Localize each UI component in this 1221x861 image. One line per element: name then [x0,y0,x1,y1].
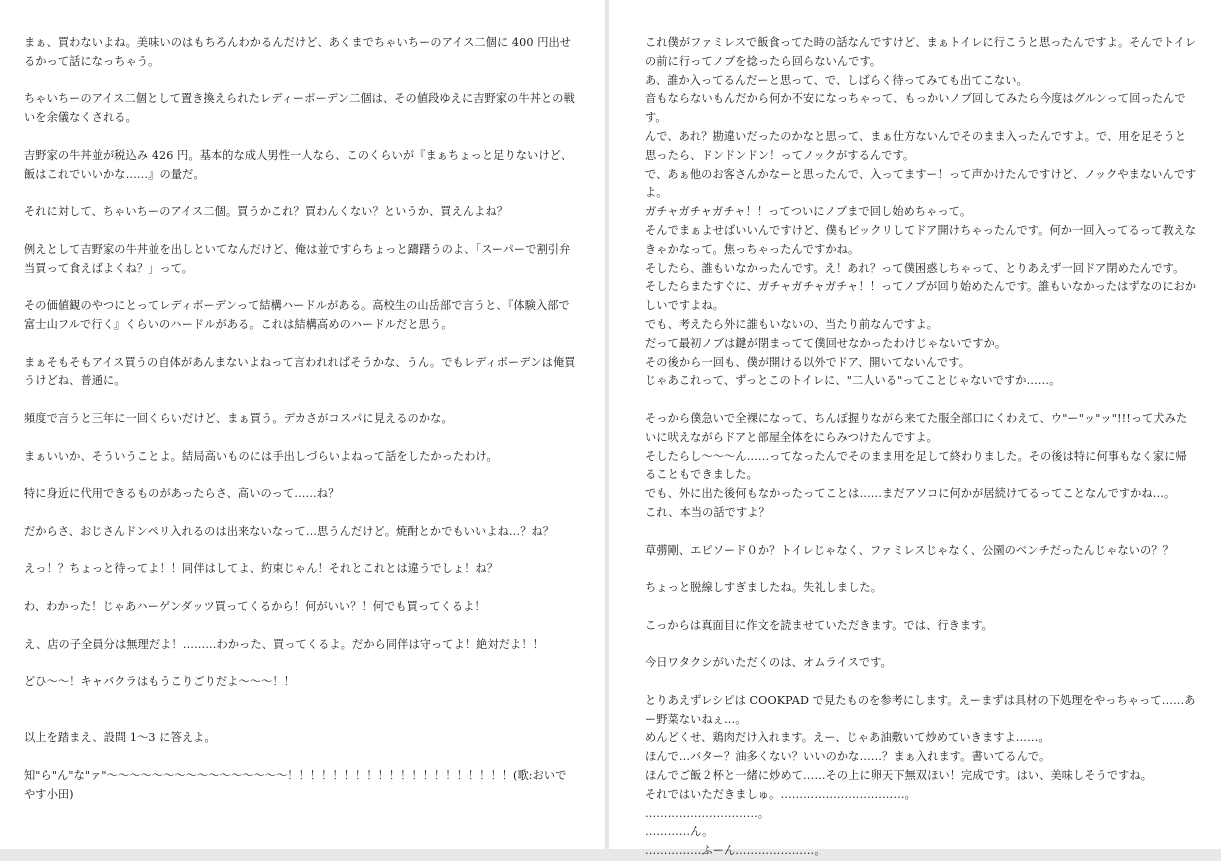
paragraph: その価値観のやつにとってレディボーデンって結構ハードルがある。高校生の山岳部で言うと、『体験入部で富士山フルで行く』くらいのハードルがある。これは結構高めのハードルだと思う。 [24,299,570,331]
text-line: それではいただきましゅ。……………………………。 [645,787,916,801]
spacer [645,673,1197,692]
text-line: とりあえずレシピは COOKPAD で見たものを参考にします。えーまずは具材の下処理をやっちゃって……あー野菜ないねぇ…。 [645,693,1196,726]
paragraph: まぁいいか、そういうことよ。結局高いものには手出しづらいよねって話をしたかったわけ。 [24,449,498,463]
paragraph: 特に身近に代用できるものがあったらさ、高いのって……ね？ [24,487,340,501]
text-line: でも、考えたら外に誰もいないの、当たり前なんですよ。 [645,317,939,331]
right-page[interactable] [609,0,1221,858]
paragraph: まぁそもそもアイス買うの自体があんまないよねって言われればそうかな、うん。でもレディボーデンは俺買うけどね、普通に。 [24,355,576,388]
text-line: …………ん。 [645,825,714,839]
text-line: あ、誰か入ってるんだーと思って、で、しばらく待ってみても出てこない。 [645,73,1028,87]
text-line: ほんで…バター？油多くない？いいのかな……？まぁ入れます。書いてるんで。 [645,750,1051,764]
paragraph: どひ～～！キャバクラはもうこりごりだよ～～～！！ [24,675,295,689]
text-line: そしたらし～～～ん……ってなったんでそのまま用を足して終わりました。その後は特に何事もなく家に帰ることもできました。 [645,449,1187,482]
text-line: でも、外に出た後何もなかったってことは……まだアソコに何かが居続けてるってことなんですかね…。 [645,487,1176,501]
paragraph: だからさ、おじさんドンペリ入れるのは出来ないなって…思うんだけど。焼酎とかでもいいよね…？ね？ [24,524,555,538]
text-line: ほんでご飯２杯と一緒に炒めて……その上に卵天下無双ほい！完成です。はい、美味しそうですね。 [645,769,1153,783]
spacer [645,523,1197,542]
paragraph: 頻度で言うと三年に一回くらいだけど、まぁ買う。デカさがコスパに見えるのかな。 [24,411,453,425]
text-line: 今日ワタクシがいただくのは、オムライスです。 [645,656,892,670]
text-line: そしたらまたすぐに、ガチャガチャガチャ！！ってノブが回り始めたんです。誰もいなかったはずなのにおかしいですよね。 [645,280,1197,313]
paragraph: え、店の子全員分は無理だよ！………わかった、買ってくるよ。だから同伴は守ってよ！絶対だよ！！ [24,637,544,651]
text-line: その後から一回も、僕が開ける以外でドア、開いてないんです。 [645,355,970,369]
closing-instruction: 以上を踏まえ、設問 1〜3 に答えよ。 [24,731,216,745]
text-line: だって最初ノブは鍵が閉まってて僕回せなかったわけじゃないですか。 [645,336,1007,350]
text-line: じゃあこれって、ずっとこのトイレに、"二人いる"ってことじゃないですか……。 [645,374,1061,388]
spacer [24,711,577,730]
paragraph: それに対して、ちゃいちーのアイス二個。買うかこれ？買わんくない？というか、買えんよね？ [24,205,509,219]
text-line: めんどくせ、鶏肉だけ入れます。えー、じゃあ油敷いて炒めていきますよ……。 [645,731,1050,745]
paragraph: まぁ、買わないよね。美味いのはもちろんわかるんだけど、あくまでちゃいちーのアイス二個に 400 円出せるかって話になっちゃう。 [24,36,572,68]
text-line: これ、本当の話ですよ？ [645,505,770,519]
text-line: こっからは真面目に作文を読ませていただきます。では、行きます。 [645,618,993,632]
paragraph: 例えとして吉野家の牛丼並を出しといてなんだけど、俺は並ですらちょっと躊躇うのよ、「スーパーで割引弁当買って食えばよくね？」って。 [24,242,571,275]
paragraph: 吉野家の牛丼並が税込み 426 円。基本的な成人男性一人なら、このくらいが『まぁちょっと足りないけど、飯はこれでいいかな……』の量だ。 [24,148,573,181]
text-line: そんでまぁよせばいいんですけど、僕もビックリしてドア開けちゃったんです。何か一回入ってるって教えなきゃかなって。焦っちゃったんですかね。 [645,223,1197,256]
text-line: 草彅剛、エピソード０か？トイレじゃなく、ファミレスじゃなく、公園のベンチだったんじゃないの？？ [645,543,1174,557]
left-page[interactable] [0,0,605,849]
right-page-body [645,34,1197,861]
text-line: そっから僕急いで全裸になって、ちんぽ握りながら来てた服全部口にくわえて、ウ"ー"ッ"ッ"!!!って犬みたいに吠えながらドアと部屋全体をにらみつけたんですよ。 [645,411,1188,444]
text-line: ……………ふーん…………………。 [645,844,826,858]
text-line: で、あぁ他のお客さんかなーと思ったんで、入ってますー！って声かけたんですけど、ノックやまないんですよ。 [645,167,1197,200]
paragraph: えっ！？ちょっと待ってよ！！同伴はしてよ、約束じゃん！それとこれとは違うでしょ！ね？ [24,562,499,576]
text-line: …………………………。 [645,806,770,820]
paragraph: わ、わかった！じゃあハーゲンダッツ買ってくるから！何がいい？！何でも買ってくるよ！ [24,599,486,613]
spacer [645,636,1197,655]
text-line: そしたら、誰もいなかったんです。え！あれ？って僕困惑しちゃって、とりあえず一回ドア閉めたんです。 [645,261,1185,275]
spacer [645,391,1197,410]
paragraph: ちゃいちーのアイス二個として置き換えられたレディーボーデン二個は、その値段ゆえに吉野家の牛丼との戦いを余儀なくされる。 [24,92,575,125]
text-line: 音もならないもんだから何か不安になっちゃって、もっかいノブ回してみたら今度はグルンって回ったんです。 [645,92,1186,125]
spacer [645,560,1197,579]
spacer [645,598,1197,617]
text-line: んで、あれ？勘違いだったのかなと思って、まぁ仕方ないんでそのまま入ったんですよ。で、用を足そうと思ったら、ドンドンドン！ってノックがするんです。 [645,129,1187,162]
text-line: ガチャガチャガチャ！！ってついにノブまで回し始めちゃって。 [645,205,972,219]
text-line: ちょっと脱線しすぎましたね。失礼しました。 [645,581,883,595]
text-line: これ僕がファミレスで飯食ってた時の話なんですけど、まぁトイレに行こうと思ったんですよ。そんでトイレの前に行ってノブを捻ったら回らないんです。 [645,36,1197,68]
song-citation: 知"ら"ん"な"ァ"～～～～～～～～～～～～～～～～！！！！！！！！！！！！！！！！！！！！(歌:おいでやす小田) [24,769,567,801]
